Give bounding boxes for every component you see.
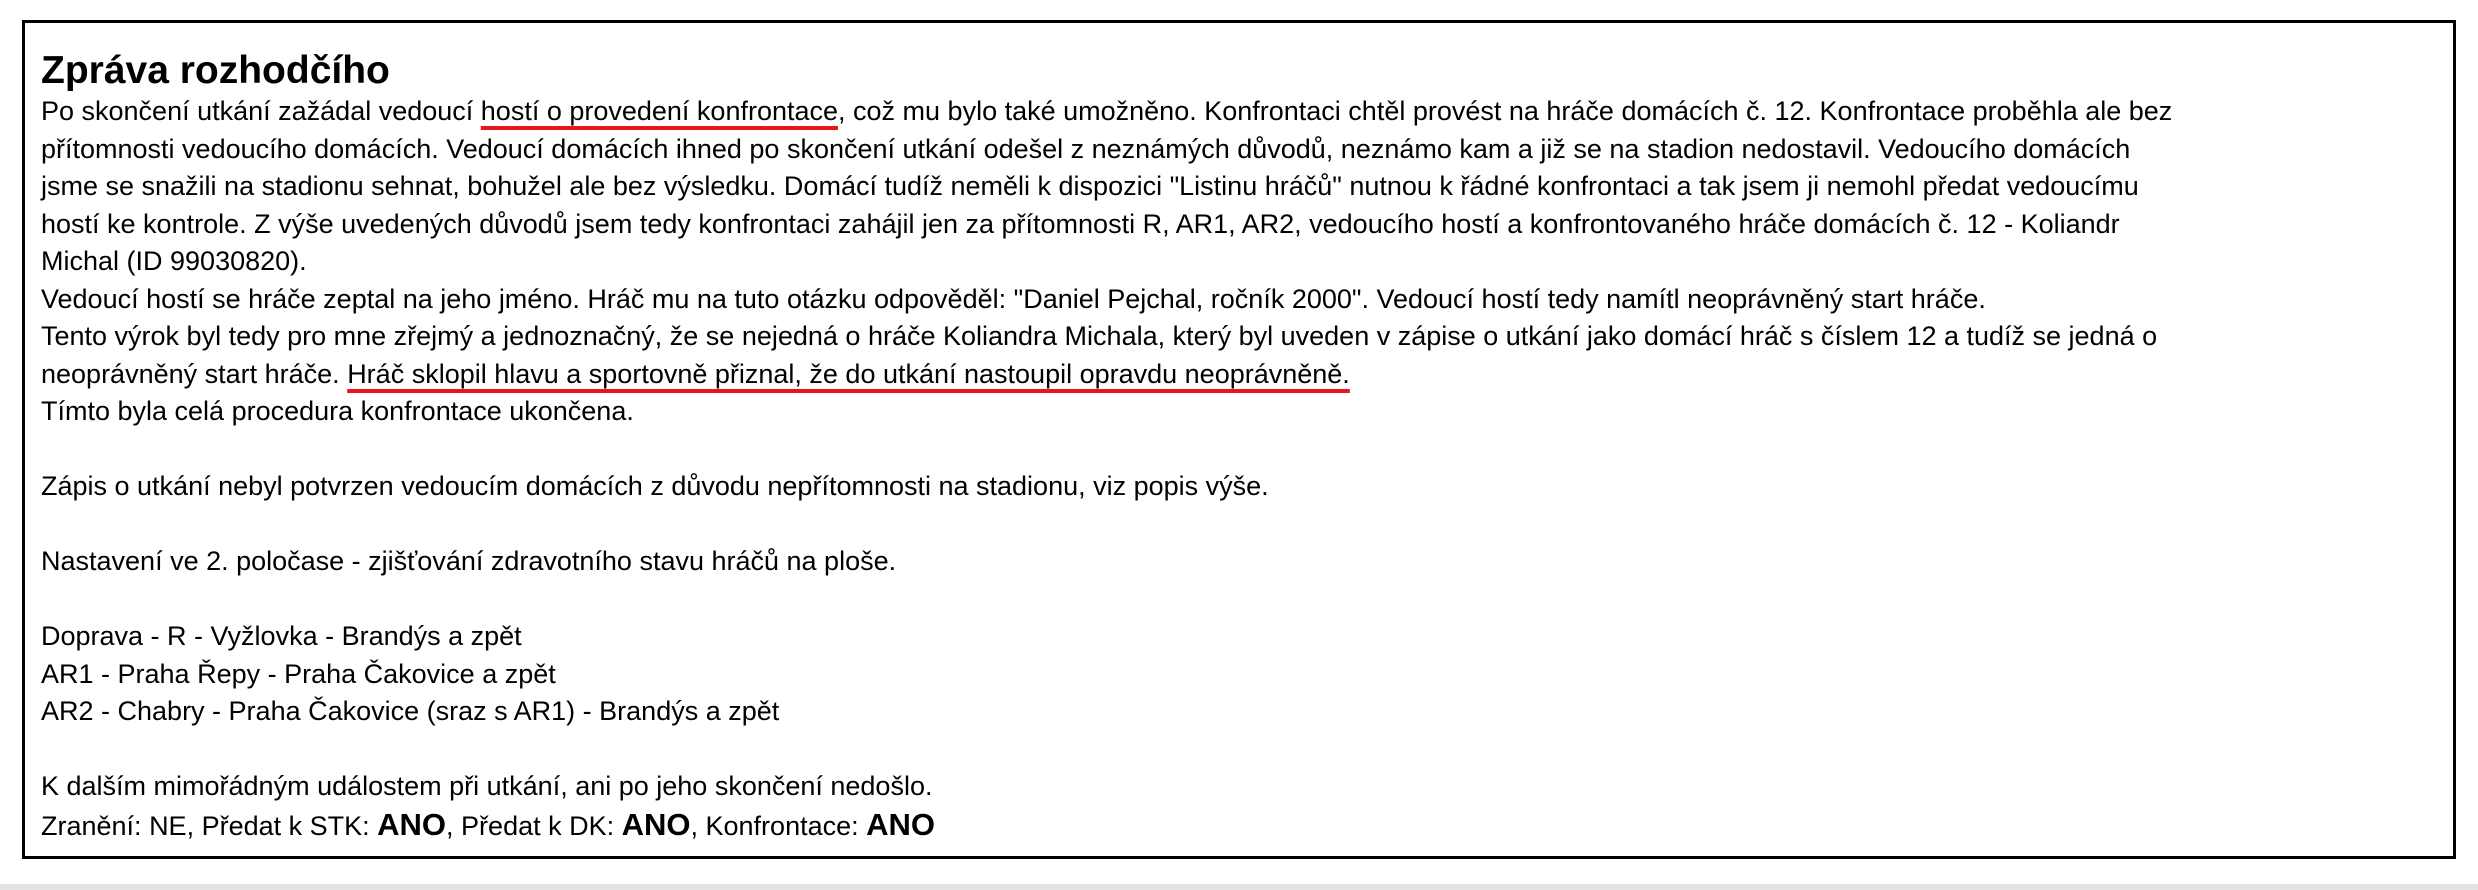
report-line-4: hostí ke kontrole. Z výše uvedených důvodů jsem tedy konfrontaci zahájil jen za přítomnosti R, AR1, AR2, vedoucího hostí a konfrontovaného hráče domácích č. 12 - Koliandr <box>41 208 2120 239</box>
dk-value: ANO <box>621 806 691 842</box>
blank-line <box>41 581 2441 619</box>
report-line-5: Michal (ID 99030820). <box>41 246 307 276</box>
referee-report-panel <box>22 20 2456 859</box>
transport-line: AR2 - Chabry - Praha Čakovice (sraz s AR1) - Brandýs a zpět <box>41 696 780 726</box>
transport-line: Doprava - R - Vyžlovka - Brandýs a zpět <box>41 621 522 651</box>
report-line-9: Tímto byla celá procedura konfrontace ukončena. <box>41 396 634 426</box>
blank-line <box>41 731 2441 769</box>
injury-label: Zranění: <box>41 810 150 841</box>
highlighted-text: Hráč sklopil hlavu a sportovně přiznal, že do utkání nastoupil opravdu neoprávněně. <box>347 358 1350 389</box>
report-line-6: Vedoucí hostí se hráče zeptal na jeho jméno. Hráč mu na tuto otázku odpověděl: "Daniel Pejchal, ročník 2000". Vedoucí hostí tedy namítl neoprávněný start hráče. <box>41 283 1986 314</box>
injury-value: NE <box>149 810 187 841</box>
highlighted-text: hostí o provedení konfrontace <box>480 96 839 126</box>
blank-line <box>41 506 2441 544</box>
confrontation-value: ANO <box>866 806 936 842</box>
report-line-8 <box>41 356 2441 394</box>
report-line-3: jsme se snažili na stadionu sehnat, bohužel ale bez výsledku. Domácí tudíž neměli k dispozici "Listinu hráčů" nutnou k řádné konfrontaci a tak jsem ji nemohl předat vedoucímu <box>41 171 2139 201</box>
report-line-record: Zápis o utkání nebyl potvrzen vedoucím domácích z důvodu nepřítomnosti na stadionu, viz popis výše. <box>41 471 1269 501</box>
report-line-1 <box>41 93 2441 131</box>
report-text: , což mu bylo také umožněno. Konfrontaci chtěl provést na hráče domácích č. 12. Konfrontace proběhla ale bez <box>838 96 2173 126</box>
stk-label: , Předat k STK: <box>186 810 378 841</box>
transport-line: AR1 - Praha Řepy - Praha Čakovice a zpět <box>41 658 556 689</box>
confrontation-label: , Konfrontace: <box>690 810 867 841</box>
report-body <box>41 93 2441 843</box>
report-line-2: přítomnosti vedoucího domácích. Vedoucí domácích ihned po skončení utkání odešel z neznámých důvodů, neznámo kam a již se na stadion nedostavil. Vedoucího domácích <box>41 133 2131 164</box>
report-summary-line <box>41 806 2441 844</box>
report-line-no-incidents: K dalším mimořádným událostem při utkání, ani po jeho skončení nedošlo. <box>41 771 933 801</box>
page-divider <box>0 884 2478 890</box>
report-line-extra-time: Nastavení ve 2. poločase - zjišťování zdravotního stavu hráčů na ploše. <box>41 546 897 576</box>
report-text: neoprávněný start hráče. <box>41 358 348 389</box>
report-text: Po skončení utkání zažádal vedoucí <box>41 96 481 126</box>
report-title: Zpráva rozhodčího <box>41 49 390 92</box>
report-line-7: Tento výrok byl tedy pro mne zřejmý a jednoznačný, že se nejedná o hráče Koliandra Michala, který byl uveden v zápise o utkání jako domácí hráč s číslem 12 a tudíž se jedná o <box>41 321 2158 351</box>
stk-value: ANO <box>377 806 447 842</box>
dk-label: , Předat k DK: <box>446 810 622 841</box>
blank-line <box>41 431 2441 469</box>
